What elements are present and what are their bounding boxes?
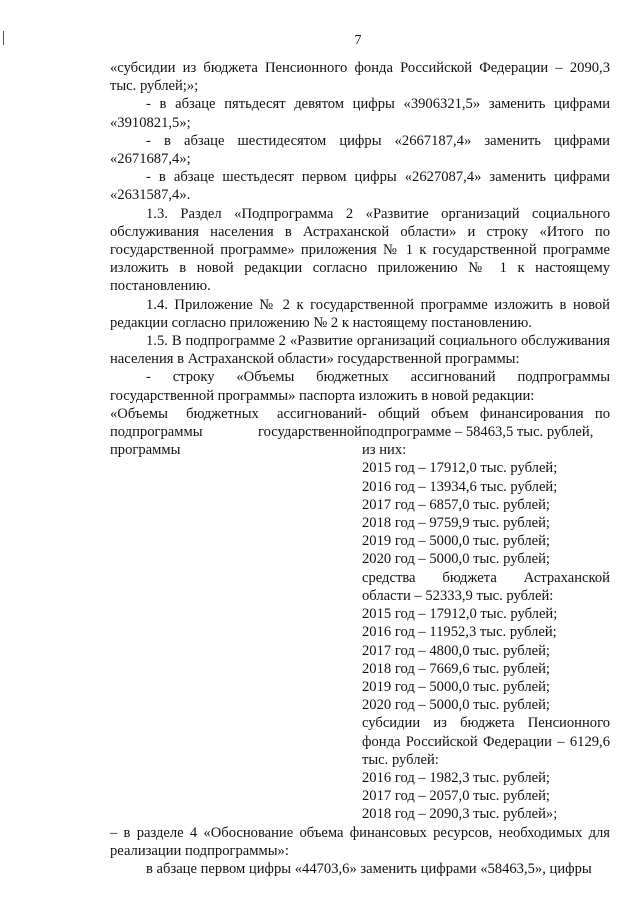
funding-line: 2016 год – 1982,3 тыс. рублей; [362,769,550,786]
funding-line: 2018 год – 2090,3 тыс. рублей»; [362,806,558,823]
paragraph-1-5: 1.5. В подпрограмме 2 «Развитие организаций социального обслуживания населения в Астраханской области» государственной программы: [110,333,610,368]
funding-table-label-column [110,405,362,824]
paragraph-amend-61: - в абзаце шестьдесят первом цифры «2627087,4» заменить цифрами «2631587,4». [110,169,610,204]
paragraph-1-3: 1.3. Раздел «Подпрограмма 2 «Развитие организаций социального обслуживания населения в Астраханской области» и строку «Итого по государственной программе» приложения № 1 к государственной программе изложить в новой редакции согласно приложению № 1 к настоящему постановлению. [110,205,610,295]
paragraph-first-abzac: в абзаце первом цифры «44703,6» заменить цифрами «58463,5», цифры [146,860,592,877]
funding-table-label: «Объемы бюджетных ассигнований подпрограммы государственной программы [110,405,362,459]
paragraph-pfr-subsidy: «субсидии из бюджета Пенсионного фонда Российской Федерации – 2090,3 тыс. рублей;»; [110,60,610,95]
page-number: 7 [354,33,362,48]
funding-line: 2016 год – 11952,3 тыс. рублей; [362,624,557,641]
funding-line: 2020 год – 5000,0 тыс. рублей; [362,551,550,568]
funding-line: 2017 год – 4800,0 тыс. рублей; [362,642,550,659]
funding-table [110,405,610,824]
funding-line: 2017 год – 2057,0 тыс. рублей; [362,788,550,805]
funding-line: 2019 год – 5000,0 тыс. рублей; [362,533,550,550]
funding-line: 2018 год – 7669,6 тыс. рублей; [362,660,550,677]
paragraph-section-4: – в разделе 4 «Обоснование объема финансовых ресурсов, необходимых для реализации подпрограммы»: [110,824,610,859]
funding-line: 2015 год – 17912,0 тыс. рублей; [362,606,558,623]
funding-line: 2019 год – 5000,0 тыс. рублей; [362,678,550,695]
funding-line: из них: [362,442,407,459]
funding-regional-budget: средства бюджета Астраханской области – 52333,9 тыс. рублей: [362,569,610,604]
paragraph-amend-59: - в абзаце пятьдесят девятом цифры «3906321,5» заменить цифрами «3910821,5»; [110,96,610,131]
document-body [110,59,610,878]
paragraph-passport-line: - строку «Объемы бюджетных ассигнований подпрограммы государственной программы» паспорта изложить в новой редакции: [110,369,610,404]
funding-line: 2018 год – 9759,9 тыс. рублей; [362,515,550,532]
paragraph-1-4: 1.4. Приложение № 2 к государственной программе изложить в новой редакции согласно приложению № 2 к настоящему постановлению. [110,296,610,331]
funding-total: - общий объем финансирования по подпрограмме – 58463,5 тыс. рублей, [362,405,610,441]
funding-line: 2017 год – 6857,0 тыс. рублей; [362,496,550,513]
funding-line: 2020 год – 5000,0 тыс. рублей; [362,697,550,714]
paragraph-amend-60: - в абзаце шестидесятом цифры «2667187,4» заменить цифрами «2671687,4»; [110,132,610,168]
funding-line: 2016 год – 13934,6 тыс. рублей; [362,478,558,495]
funding-line: 2015 год – 17912,0 тыс. рублей; [362,460,558,477]
funding-table-values-column [362,405,610,824]
funding-pfr-subsidy: субсидии из бюджета Пенсионного фонда Российской Федерации – 6129,6 тыс. рублей: [362,715,610,768]
